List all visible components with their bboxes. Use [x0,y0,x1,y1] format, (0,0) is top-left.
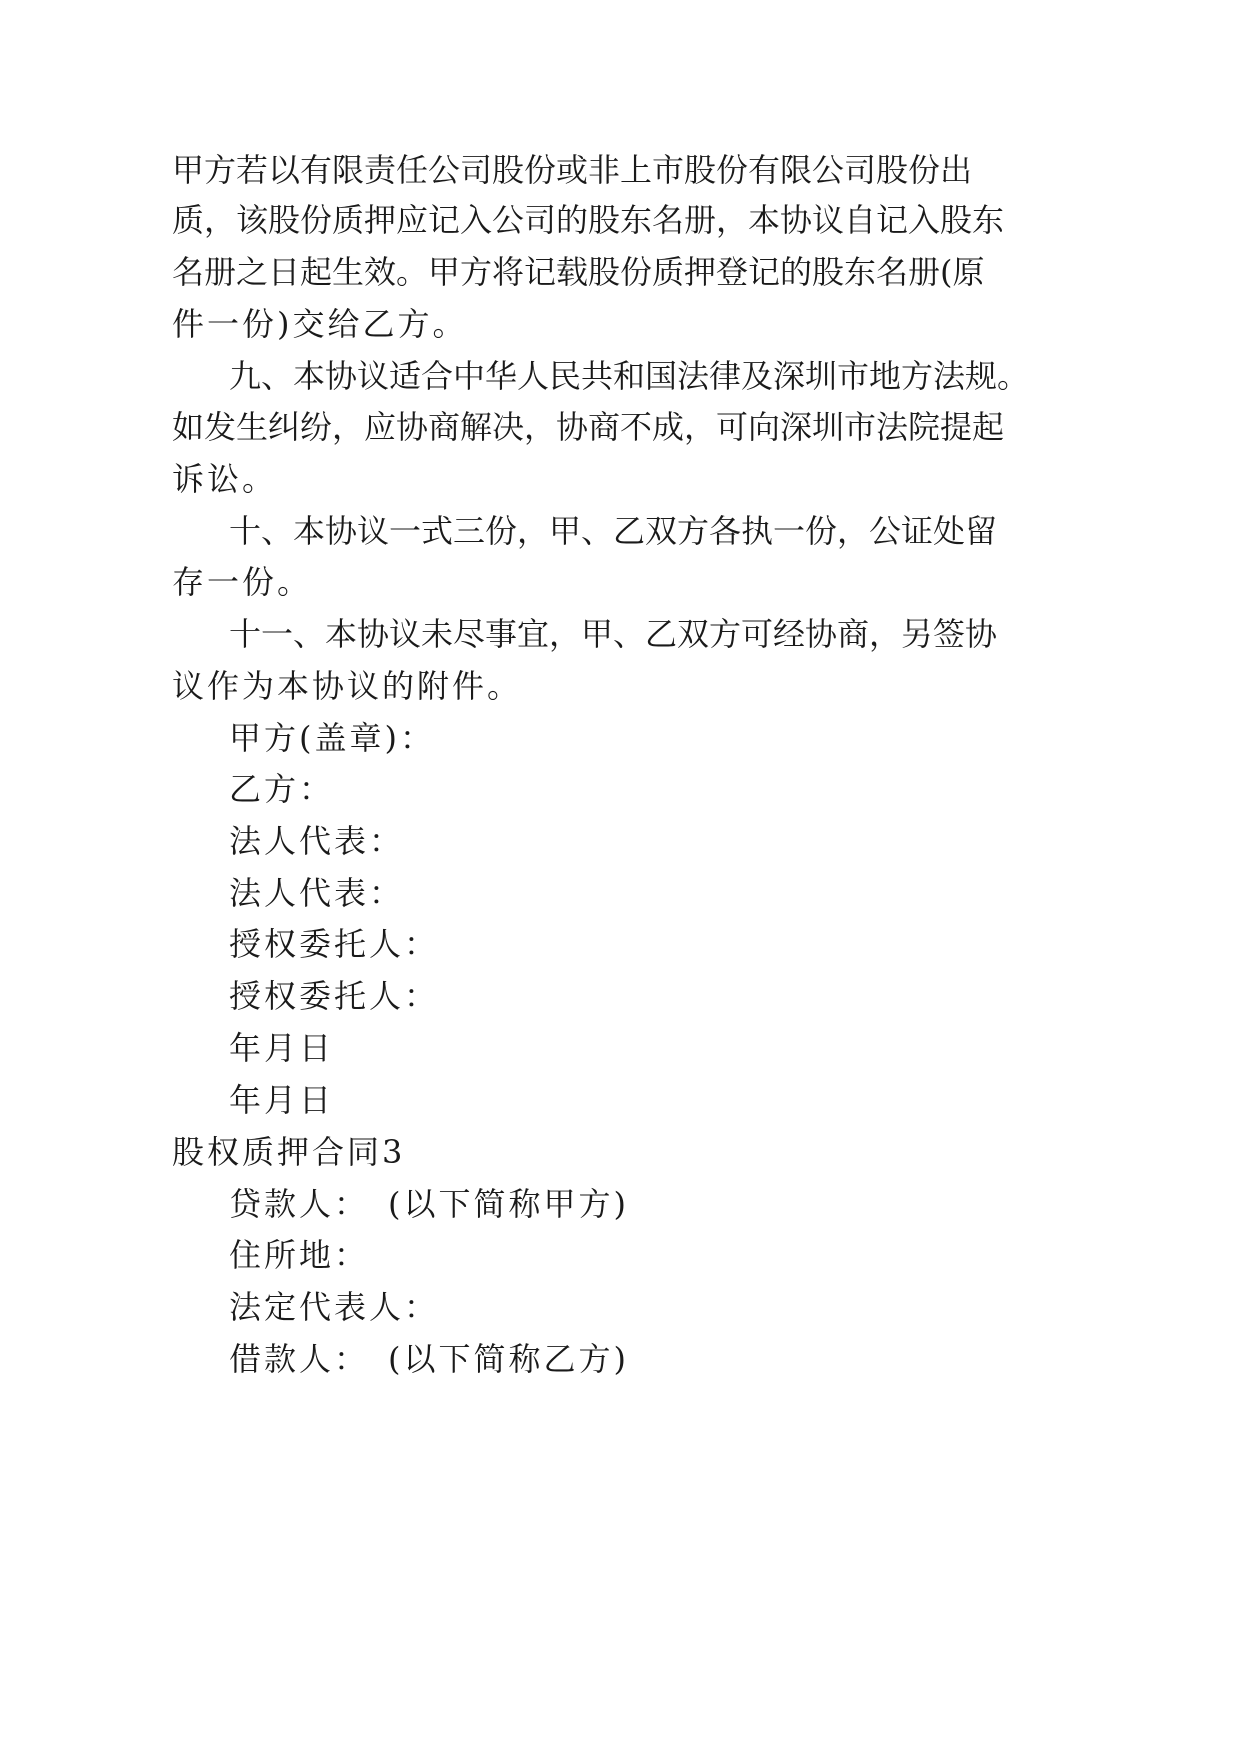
clause-9-line: 诉讼。 [172,460,278,498]
signature-line: 授权委托人： [229,925,440,963]
clause-11-line: 十一、本协议未尽事宜，甲、乙双方可经协商，另签协 [229,615,998,653]
paragraph-line: 件一份)交给乙方。 [172,305,468,343]
paragraph-line: 质，该股份质押应记入公司的股东名册，本协议自记入股东 [172,201,1005,239]
signature-line: 法人代表： [229,874,405,912]
party-line: 借款人： (以下简称乙方) [229,1340,629,1378]
signature-line: 年月日 [229,1081,335,1119]
section-title: 股权质押合同3 [172,1133,406,1171]
signature-line: 乙方： [229,770,335,808]
signature-line: 法人代表： [229,822,405,860]
signature-line: 甲方(盖章)： [229,719,435,757]
clause-9-line: 九、本协议适合中华人民共和国法律及深圳市地方法规。 [229,357,1030,395]
clause-9-line: 如发生纠纷，应协商解决，协商不成，可向深圳市法院提起 [172,408,1005,446]
clause-10-line: 存一份。 [172,563,313,601]
paragraph-line: 甲方若以有限责任公司股份或非上市股份有限公司股份出 [172,151,973,189]
party-line: 法定代表人： [229,1288,440,1326]
signature-line: 授权委托人： [229,977,440,1015]
signature-line: 年月日 [229,1029,335,1067]
party-line: 住所地： [229,1236,370,1274]
paragraph-line: 名册之日起生效。甲方将记载股份质押登记的股东名册(原 [172,253,985,291]
clause-10-line: 十、本协议一式三份，甲、乙双方各执一份，公证处留 [229,512,998,550]
party-line: 贷款人： (以下简称甲方) [229,1185,629,1223]
clause-11-line: 议作为本协议的附件。 [172,667,523,705]
